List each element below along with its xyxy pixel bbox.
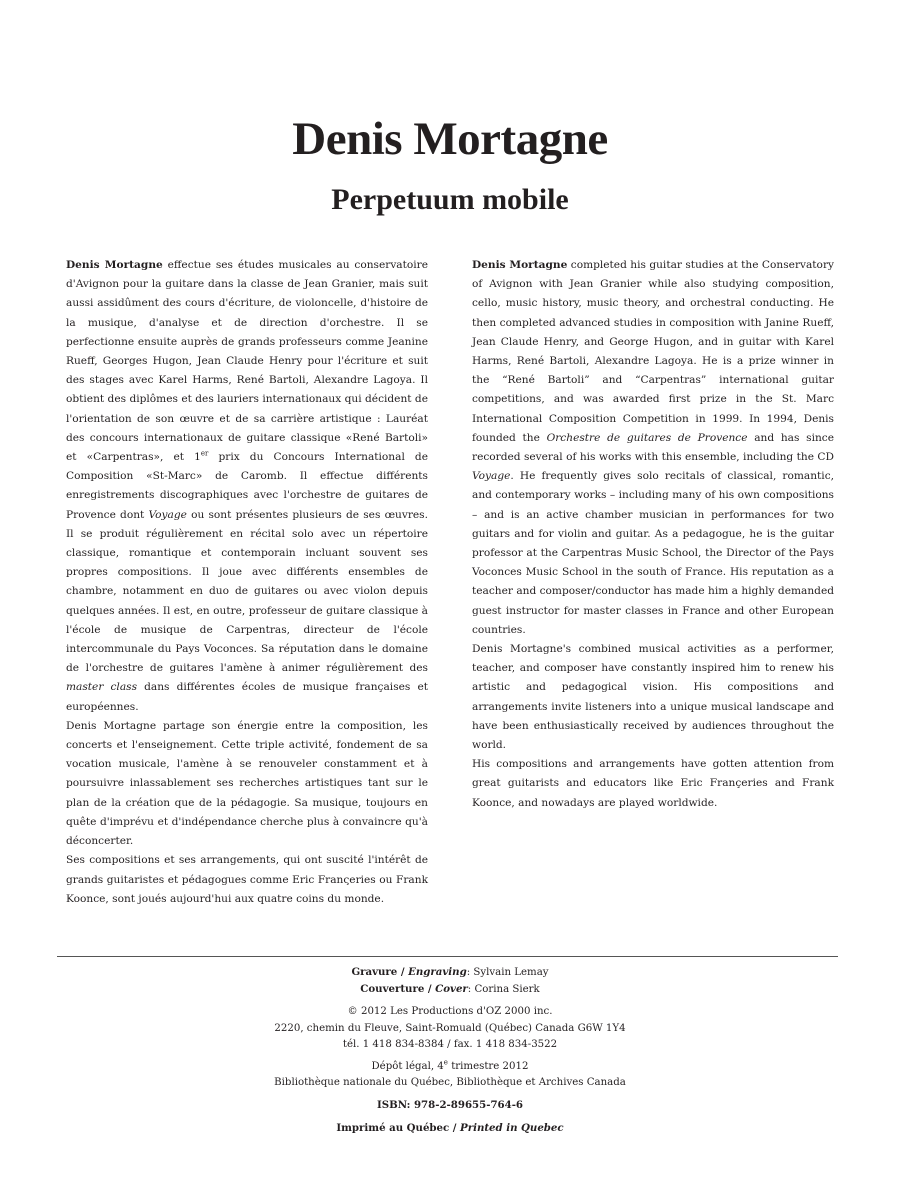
bio-fr-master-class: master class	[66, 681, 138, 694]
divider	[57, 956, 838, 957]
bio-fr-text: dans différentes écoles de musique françaises et européennes.	[66, 681, 428, 713]
cover-credit	[0, 981, 900, 998]
bio-fr-name: Denis Mortagne	[66, 259, 163, 271]
bio-en-paragraph-3: His compositions and arrangements have gotten attention from great guitarists and educators like Eric Françeries and Frank Koonce, and nowadays are played worldwide.	[472, 758, 834, 809]
bio-en-text: completed his guitar studies at the Conservatory of Avignon with Jean Granier while also studying composition, cello, music history, music theory, and orchestral conducting. He then completed advanced studies in composition with Janine Rueff, Jean Claude Henry, and George Hugon, and in guitar with Karel Harms, René Bartoli, Alexandre Lagoya. He is a prize winner in the “René Bartoli” and “Carpentras” international guitar competitions, and was awarded first prize in the St. Marc International Composition Competition in 1999. In 1994, Denis founded the	[472, 259, 834, 444]
bio-en-paragraph-2: Denis Mortagne's combined musical activities as a performer, teacher, and composer have constantly inspired him to renew his artistic and pedagogical vision. His compositions and arrangements invite listeners into a unique musical landscape and have been enthusiastically received by audiences throughout the world.	[472, 643, 834, 752]
bio-en-text: and has since recorded several of his works with this ensemble, including the CD	[472, 431, 834, 464]
cover-label-en: Cover	[435, 983, 468, 996]
bio-en-text: . He frequently gives solo recitals of classical, romantic, and contemporary works – including many of his own compositions – and is an active chamber musician in performances for two guitars and for violin and guitar. As a pedagogue, he is the guitar professor at the Carpentras Music School, the Director of the Pays Voconces Music School in the south of France. His reputation as a teacher and composer/conductor has made him a highly demanded guest instructor for master classes in France and other European countries.	[472, 470, 834, 636]
engraving-label-en: Engraving	[408, 966, 467, 978]
printed-in-en: Printed in Quebec	[460, 1121, 564, 1134]
colophon	[0, 964, 900, 1137]
bio-fr-paragraph-2: Denis Mortagne partage son énergie entre la composition, les concerts et l'enseignement. Cette triple activité, fondement de sa vocation musicale, l'amène à se renouveler constamment et à poursuivre inlassablement ses recherches artistiques tant sur le plan de la création que de la pédagogie. Sa musique, toujours en quête d'imprévu et d'indépendance cherche plus à convaincre qu'à déconcerter.	[66, 719, 428, 848]
printed-in	[0, 1120, 900, 1137]
engraving-credit	[0, 964, 900, 981]
legal-deposit-text: trimestre 2012	[447, 1061, 529, 1073]
cover-label-fr: Couverture /	[360, 983, 436, 996]
bio-en-paragraph-1	[472, 256, 834, 640]
bio-fr-album-title: Voyage	[148, 508, 187, 521]
engraving-value: : Sylvain Lemay	[466, 967, 549, 978]
isbn: ISBN: 978-2-89655-764-6	[376, 1099, 524, 1112]
engraving-label-fr: Gravure /	[351, 966, 409, 978]
printed-in-fr: Imprimé au Québec /	[336, 1121, 461, 1134]
page-subtitle: Perpetuum mobile	[331, 183, 569, 216]
bio-fr-text: ou sont présentes plusieurs de ses œuvres. Il se produit régulièrement en récital solo avec un répertoire classique, romantique et contemporain incluant souvent ses propres compositions. Il joue avec différents ensembles de chambre, notamment en duo de guitares ou avec violon depuis quelques années. Il est, en outre, professeur de guitare classique à l'école de musique de Carpentras, directeur de l'école intercommunale du Pays Voconces. Sa réputation dans le domaine de l'orchestre de guitares l'amène à animer régulièrement des	[66, 508, 428, 675]
bio-fr-paragraph-3: Ses compositions et ses arrangements, qui ont suscité l'intérêt de grands guitaristes et pédagogues comme Eric Franςeries ou Frank Koonce, sont joués aujourd'hui aux quatre coins du monde.	[66, 854, 428, 905]
publisher-address: 2220, chemin du Fleuve, Saint-Romuald (Québec) Canada G6W 1Y4	[274, 1022, 626, 1034]
page-title: Denis Mortagne	[292, 113, 608, 165]
bio-en-ensemble-name: Orchestre de guitares de Provence	[546, 431, 748, 444]
bio-fr-text: prix du Concours International de Composition «St-Marc» de Caromb. Il effectue différents enregistrements discographiques avec l'orchestre de guitares de Provence dont	[66, 451, 428, 521]
bio-fr-text: effectue ses études musicales au conservatoire d'Avignon pour la guitare dans la classe de Jean Granier, mais suit aussi assidûment des cours d'écriture, de violoncelle, d'histoire de la musique, d'analyse et de direction d'orchestre. Il se perfectionne ensuite auprès de grands professeurs comme Jeanine Rueff, Georges Hugon, Jean Claude Henry pour l'écriture et suit des stages avec Karel Harms, René Bartoli, Alexandre Lagoya. Il obtient des diplômes et des lauriers internationaux qui décident de l'orientation de son œuvre et de sa carrière artistique : Lauréat des concours internationaux de guitare classique «René Bartoli» et «Carpentras», et 1	[66, 259, 428, 464]
legal-deposit-text: Dépôt légal, 4	[371, 1061, 444, 1073]
library-line: Bibliothèque nationale du Québec, Bibliothèque et Archives Canada	[274, 1077, 626, 1089]
legal-deposit	[0, 1059, 900, 1075]
bio-fr-paragraph-1	[66, 256, 428, 717]
cover-value: : Corina Sierk	[467, 984, 540, 996]
bio-fr-superscript: er	[200, 449, 209, 458]
biography-english	[472, 256, 834, 813]
publisher-phone: tél. 1 418 834-8384 / fax. 1 418 834-3522	[342, 1038, 558, 1050]
biography-french	[66, 256, 428, 909]
legal-deposit-superscript: e	[443, 1058, 448, 1067]
bio-en-album-title: Voyage	[472, 470, 511, 483]
copyright-line: © 2012 Les Productions d'OZ 2000 inc.	[347, 1006, 553, 1018]
bio-en-name: Denis Mortagne	[472, 259, 568, 271]
